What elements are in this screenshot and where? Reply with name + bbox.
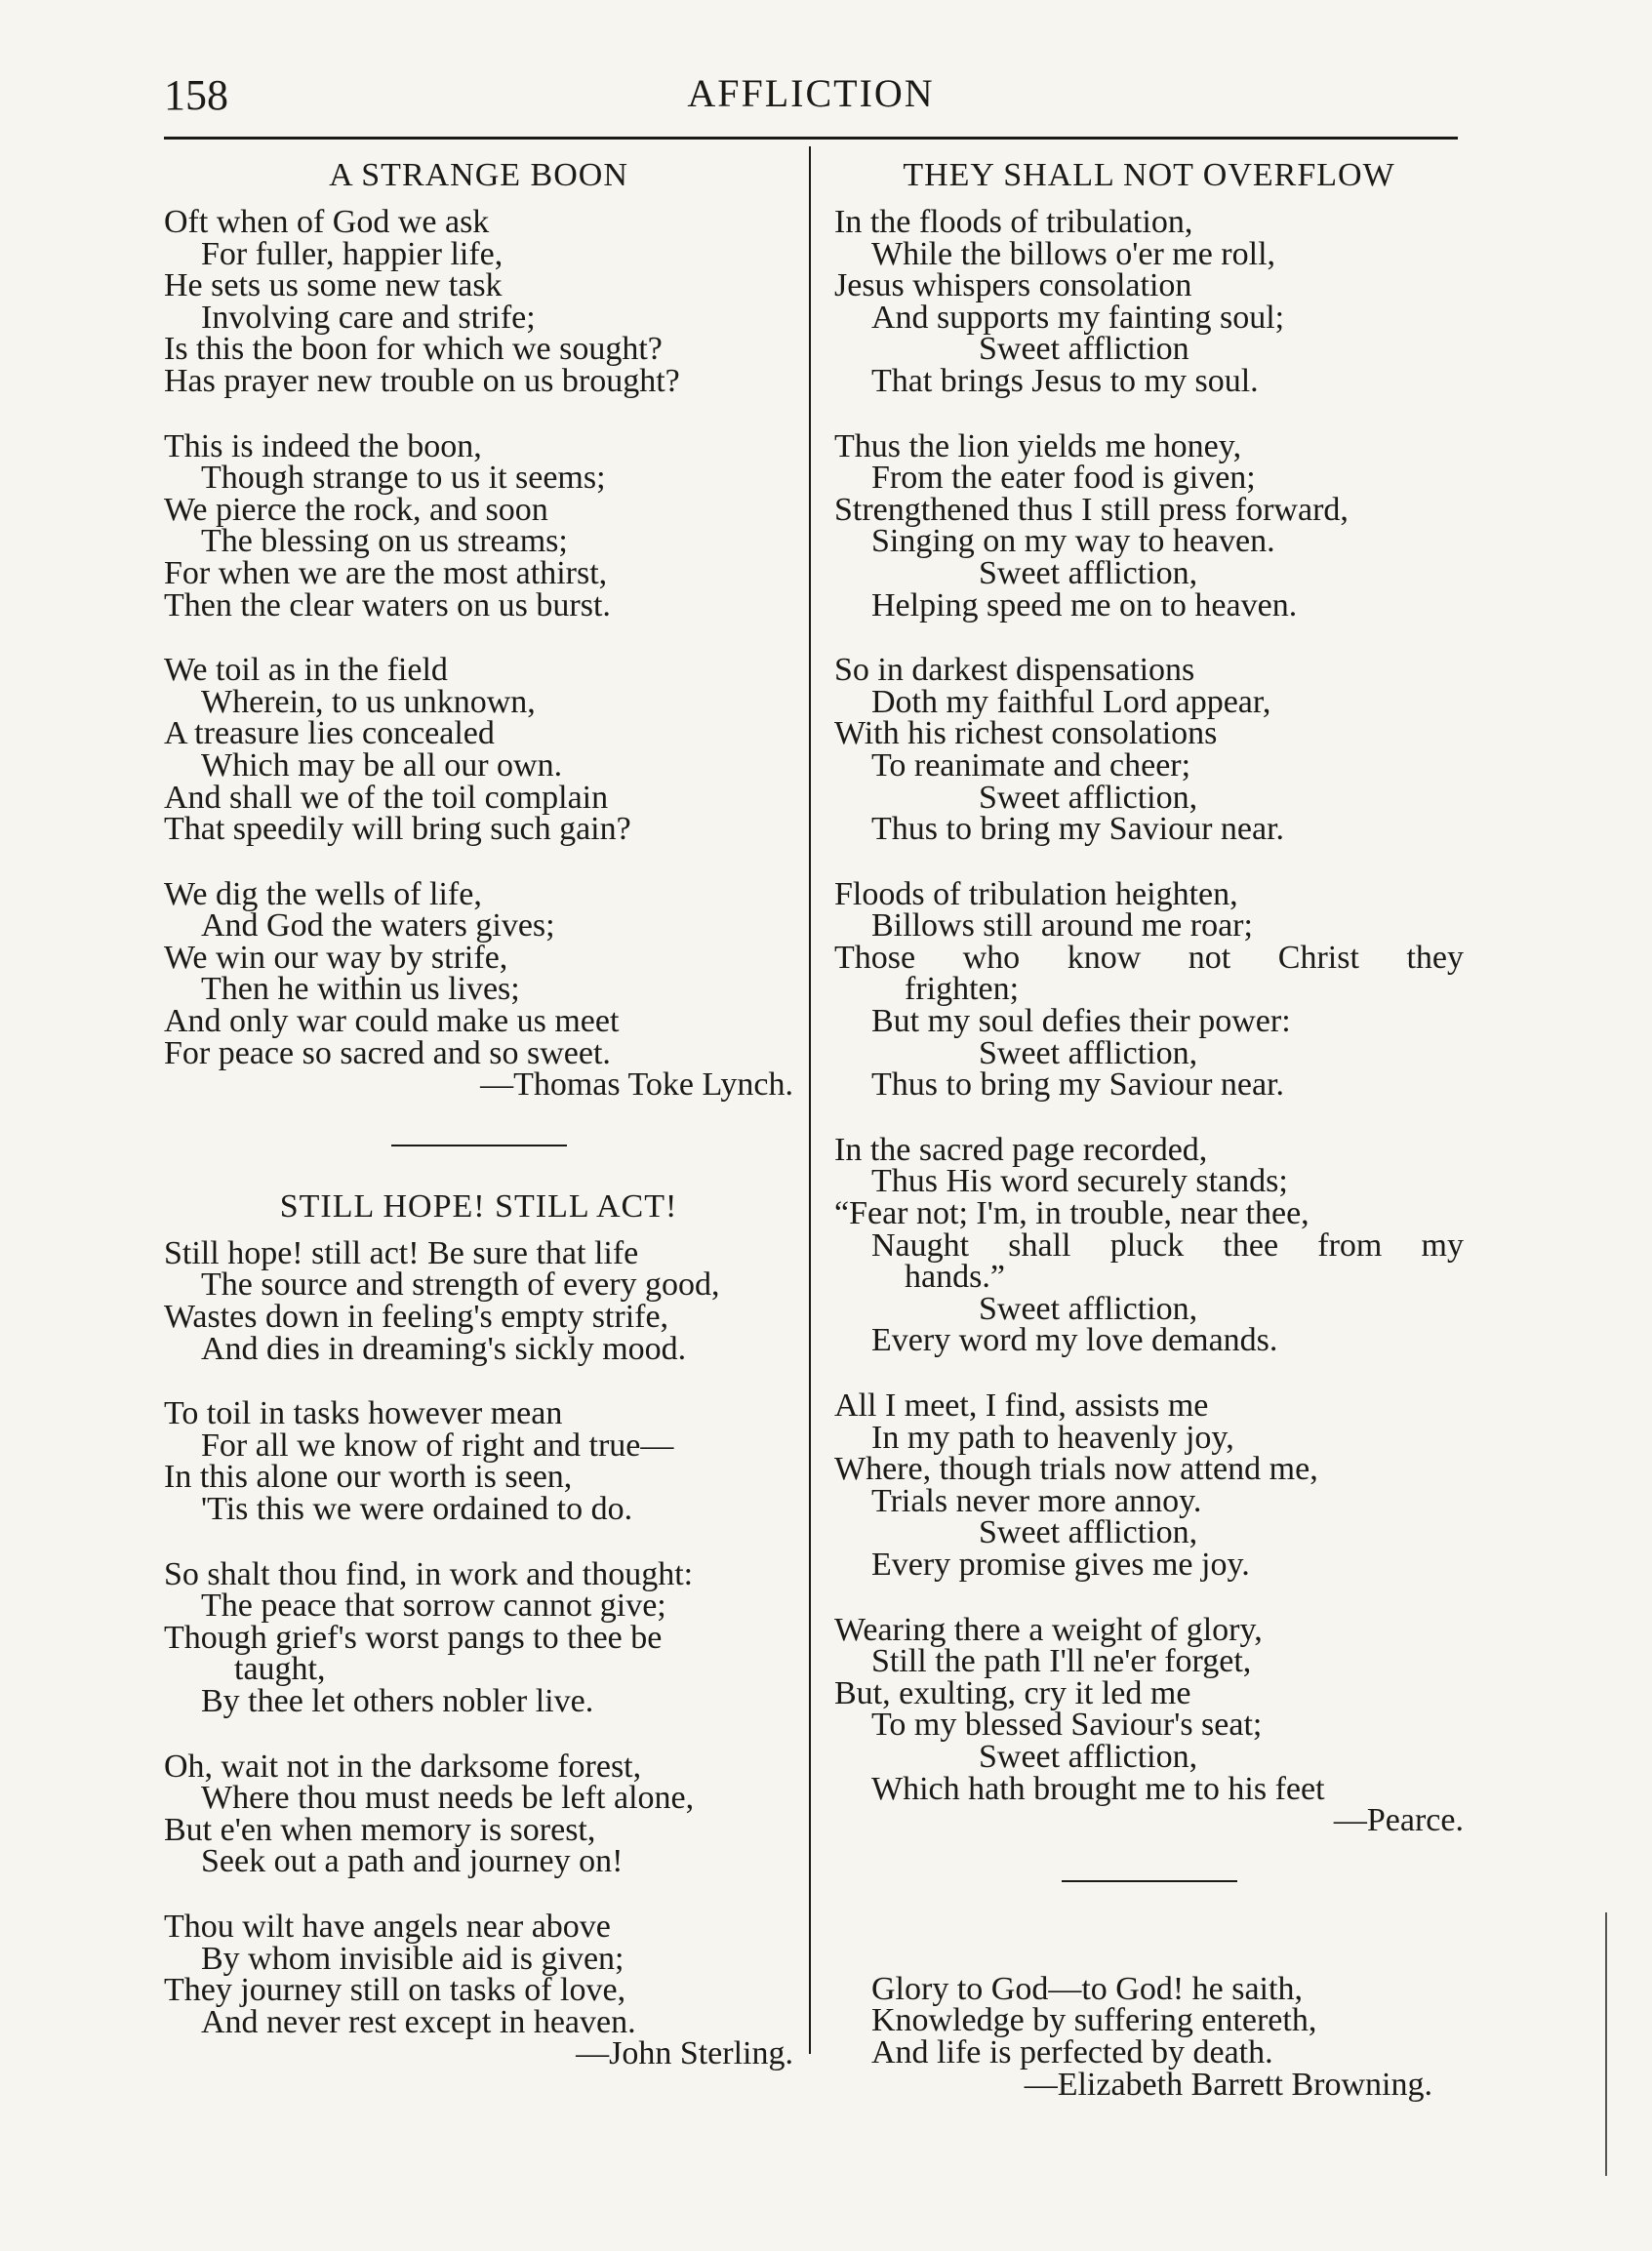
verse-line: Still hope! still act! Be sure that life xyxy=(164,1234,639,1271)
verse-line: Is this the boon for which we sought? xyxy=(164,331,663,368)
right-column xyxy=(834,158,1464,2110)
verse-line: Though grief's worst pangs to thee be xyxy=(164,1619,663,1656)
verse-line: In the sacred page recorded, xyxy=(834,1131,1208,1168)
poem-title-strange-boon: A STRANGE BOON xyxy=(329,157,628,193)
verse-line: frighten; xyxy=(905,971,1020,1008)
verse-line: In my path to heavenly joy, xyxy=(871,1419,1234,1456)
verse-line: Where, though trials now attend me, xyxy=(834,1451,1318,1488)
verse-line: “Fear not; I'm, in trouble, near thee, xyxy=(834,1195,1310,1232)
stanza xyxy=(164,1748,793,1880)
verse-line: Every promise gives me joy. xyxy=(871,1546,1250,1583)
verse-line: They journey still on tasks of love, xyxy=(164,1972,626,2009)
verse-line: A treasure lies concealed xyxy=(164,715,495,752)
stanza xyxy=(164,652,793,848)
verse-line: Where thou must needs be left alone, xyxy=(201,1780,695,1817)
stanza xyxy=(164,204,793,399)
verse-line: And God the waters gives; xyxy=(201,907,555,945)
verse-line: Then the clear waters on us burst. xyxy=(164,586,611,623)
stanza xyxy=(834,1611,1464,1807)
stanza xyxy=(164,1234,793,1367)
poem-title-shall-not-overflow: THEY SHALL NOT OVERFLOW xyxy=(903,157,1395,193)
stanza xyxy=(834,1970,1464,2070)
verse-line: We win our way by strife, xyxy=(164,939,508,976)
verse-line: By whom invisible aid is given; xyxy=(201,1940,625,1977)
verse-line: And dies in dreaming's sickly mood. xyxy=(201,1330,687,1367)
verse-line: Seek out a path and journey on! xyxy=(201,1843,624,1880)
verse-line: Helping speed me on to heaven. xyxy=(871,586,1298,623)
verse-line: The source and strength of every good, xyxy=(201,1266,720,1304)
verse-line: Sweet affliction, xyxy=(979,554,1198,591)
verse-line: The peace that sorrow cannot give; xyxy=(201,1588,666,1625)
verse-line: Thou wilt have angels near above xyxy=(164,1908,611,1945)
poem-title-still-hope: STILL HOPE! STILL ACT! xyxy=(279,1187,678,1225)
verse-line: Thus the lion yields me honey, xyxy=(834,427,1242,464)
poem-attribution: —Elizabeth Barrett Browning. xyxy=(1024,2066,1432,2103)
verse-line: Oft when of God we ask xyxy=(164,204,490,240)
stanza xyxy=(834,652,1464,848)
verse-line: Wherein, to us unknown, xyxy=(201,683,536,720)
poem-attribution: —Thomas Toke Lynch. xyxy=(480,1066,793,1104)
stanza xyxy=(164,1395,793,1527)
margin-mark xyxy=(1605,1912,1607,2176)
verse-line: For when we are the most athirst, xyxy=(164,554,608,591)
verse-line: But, exulting, cry it led me xyxy=(834,1674,1191,1711)
verse-line: To reanimate and cheer; xyxy=(871,746,1191,784)
stanza xyxy=(834,875,1464,1104)
verse-line: Sweet affliction, xyxy=(979,1738,1198,1775)
verse-line: Singing on my way to heaven. xyxy=(871,523,1275,560)
verse-line: In this alone our worth is seen, xyxy=(164,1459,573,1496)
stanza xyxy=(164,1555,793,1719)
verse-line: Thus to bring my Saviour near. xyxy=(871,811,1285,848)
verse-line: Sweet affliction, xyxy=(979,779,1198,816)
stanza xyxy=(164,875,793,1071)
verse-line: Knowledge by suffering entereth, xyxy=(871,2002,1317,2039)
verse-line: That speedily will bring such gain? xyxy=(164,811,631,848)
verse-line: Then he within us lives; xyxy=(201,971,520,1008)
left-column xyxy=(164,158,793,2080)
verse-line: But e'en when memory is sorest, xyxy=(164,1811,596,1848)
verse-line: Sweet affliction, xyxy=(979,1290,1198,1327)
stanza xyxy=(834,1131,1464,1359)
verse-line: Oh, wait not in the darksome forest, xyxy=(164,1748,642,1785)
verse-line: Trials never more annoy. xyxy=(871,1482,1202,1519)
page-header xyxy=(164,70,1458,129)
verse-line: Still the path I'll ne'er forget, xyxy=(871,1643,1252,1680)
section-divider xyxy=(1062,1880,1237,1882)
page-number: 158 xyxy=(164,71,228,119)
stanza xyxy=(834,204,1464,399)
verse-line: Involving care and strife; xyxy=(201,299,536,336)
verse-line: Thus to bring my Saviour near. xyxy=(871,1066,1285,1104)
verse-line: Floods of tribulation heighten, xyxy=(834,875,1238,912)
verse-line: In the floods of tribulation, xyxy=(834,204,1193,240)
verse-line: Naught shall pluck thee from my xyxy=(871,1226,1464,1264)
verse-line: Sweet affliction, xyxy=(979,1514,1198,1551)
verse-line: And life is perfected by death. xyxy=(871,2033,1273,2070)
verse-line: Jesus whispers consolation xyxy=(834,267,1192,304)
verse-line: Wastes down in feeling's empty strife, xyxy=(164,1299,669,1336)
poem-attribution: —Pearce. xyxy=(1333,1802,1464,1839)
verse-line: That brings Jesus to my soul. xyxy=(871,362,1259,399)
verse-line: While the billows o'er me roll, xyxy=(871,235,1276,272)
verse-line: And never rest except in heaven. xyxy=(201,2003,636,2040)
poem-attribution: —John Sterling. xyxy=(576,2035,793,2072)
verse-line: Billows still around me roar; xyxy=(871,907,1253,945)
verse-line: Sweet affliction, xyxy=(979,1034,1198,1071)
verse-line: For peace so sacred and so sweet. xyxy=(164,1034,611,1071)
verse-line: hands.” xyxy=(905,1259,1005,1296)
verse-line: So in darkest dispensations xyxy=(834,652,1195,689)
verse-line: We toil as in the field xyxy=(164,652,448,689)
verse-line: To my blessed Saviour's seat; xyxy=(871,1707,1263,1744)
verse-line: Those who know not Christ they xyxy=(834,939,1464,976)
verse-line: Sweet affliction xyxy=(979,331,1189,368)
verse-line: Which may be all our own. xyxy=(201,746,563,784)
verse-line: Wearing there a weight of glory, xyxy=(834,1611,1263,1648)
verse-line: Doth my faithful Lord appear, xyxy=(871,683,1271,720)
verse-line: The blessing on us streams; xyxy=(201,523,568,560)
verse-line: Has prayer new trouble on us brought? xyxy=(164,362,680,399)
verse-line: taught, xyxy=(234,1651,326,1688)
verse-line: We pierce the rock, and soon xyxy=(164,491,548,528)
header-rule xyxy=(164,137,1458,140)
section-divider xyxy=(391,1145,567,1146)
verse-line: But my soul defies their power: xyxy=(871,1003,1291,1040)
verse-line: To toil in tasks however mean xyxy=(164,1395,563,1432)
verse-line: Which hath brought me to his feet xyxy=(871,1770,1325,1807)
verse-line: And supports my fainting soul; xyxy=(871,299,1285,336)
verse-line: And only war could make us meet xyxy=(164,1003,620,1040)
verse-line: He sets us some new task xyxy=(164,267,503,304)
verse-line: And shall we of the toil complain xyxy=(164,779,609,816)
stanza xyxy=(164,427,793,623)
verse-line: This is indeed the boon, xyxy=(164,427,482,464)
verse-line: With his richest consolations xyxy=(834,715,1218,752)
verse-line: Though strange to us it seems; xyxy=(201,460,606,497)
verse-line: For all we know of right and true— xyxy=(201,1427,674,1464)
stanza xyxy=(834,1387,1464,1583)
running-title: AFFLICTION xyxy=(687,71,935,115)
stanza xyxy=(164,1908,793,2040)
verse-line: Thus His word securely stands; xyxy=(871,1163,1288,1200)
verse-line: Strengthened thus I still press forward, xyxy=(834,491,1349,528)
verse-line: 'Tis this we were ordained to do. xyxy=(201,1491,633,1527)
verse-line: For fuller, happier life, xyxy=(201,235,504,272)
column-divider xyxy=(809,146,811,2054)
verse-line: From the eater food is given; xyxy=(871,460,1256,497)
verse-line: So shalt thou find, in work and thought: xyxy=(164,1555,694,1592)
verse-line: Glory to God—to God! he saith, xyxy=(871,1970,1303,2007)
verse-line: All I meet, I find, assists me xyxy=(834,1387,1209,1424)
verse-line: We dig the wells of life, xyxy=(164,875,482,912)
stanza xyxy=(834,427,1464,623)
verse-line: Every word my love demands. xyxy=(871,1322,1278,1359)
verse-line: By thee let others nobler live. xyxy=(201,1682,594,1719)
